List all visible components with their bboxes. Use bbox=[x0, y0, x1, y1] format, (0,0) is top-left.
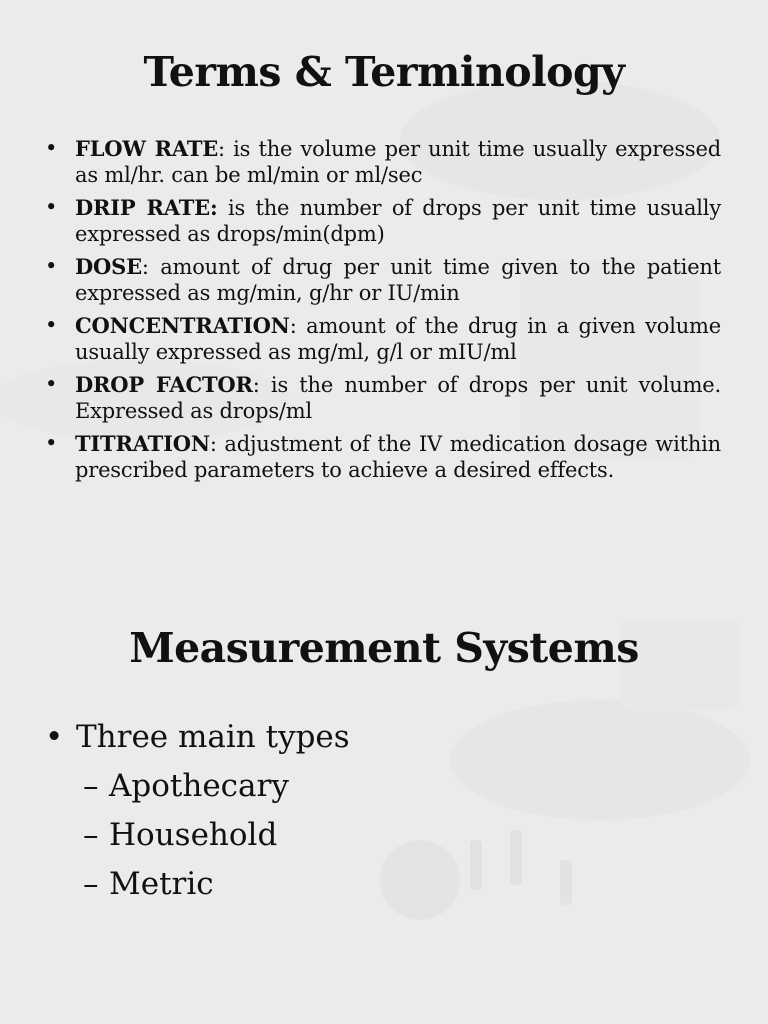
measurement-slide bbox=[0, 560, 768, 1024]
term-name: FLOW RATE bbox=[75, 136, 219, 161]
term-definition: : amount of drug per unit time given to the patient expressed as mg/min, g/hr or IU/min bbox=[75, 255, 721, 305]
sub-list-item bbox=[83, 762, 350, 811]
list-item bbox=[45, 254, 721, 306]
dash-icon: – bbox=[83, 866, 99, 902]
type-label: Household bbox=[109, 817, 278, 853]
term-definition: : adjustment of the IV medication dosage within prescribed parameters to achieve a desired effects. bbox=[75, 432, 721, 482]
list-item bbox=[45, 372, 721, 424]
bullet-icon: • bbox=[45, 719, 64, 755]
list-item bbox=[45, 313, 721, 365]
term-name: TITRATION bbox=[75, 431, 210, 456]
type-label: Apothecary bbox=[109, 768, 289, 804]
term-definition: : is the number of drops per unit volume. Expressed as drops/ml bbox=[75, 373, 721, 423]
term-definition: : amount of the drug in a given volume usually expressed as mg/ml, g/l or mIU/ml bbox=[75, 314, 721, 364]
sub-list-item bbox=[83, 860, 350, 909]
list-item bbox=[45, 136, 721, 188]
term-definition: is the number of drops per unit time usually expressed as drops/min(dpm) bbox=[75, 196, 721, 246]
list-item bbox=[45, 195, 721, 247]
slide-title: Terms & Terminology bbox=[143, 48, 625, 96]
bullet-icon: • bbox=[45, 195, 58, 219]
bullet-icon: • bbox=[45, 313, 58, 337]
bullet-icon: • bbox=[45, 136, 58, 160]
slide-title: Measurement Systems bbox=[129, 624, 639, 672]
terms-list bbox=[45, 136, 721, 490]
term-name: CONCENTRATION bbox=[75, 313, 290, 338]
sub-list-item bbox=[83, 811, 350, 860]
list-item bbox=[45, 431, 721, 483]
types-sublist bbox=[45, 762, 350, 909]
dash-icon: – bbox=[83, 817, 99, 853]
type-label: Metric bbox=[109, 866, 214, 902]
term-name: DOSE bbox=[75, 254, 142, 279]
bullet-icon: • bbox=[45, 254, 58, 278]
term-name: DROP FACTOR bbox=[75, 372, 253, 397]
main-point: Three main types bbox=[76, 719, 350, 755]
bullet-icon: • bbox=[45, 372, 58, 396]
measurement-list bbox=[45, 712, 350, 909]
list-item bbox=[45, 712, 350, 762]
bullet-icon: • bbox=[45, 431, 58, 455]
dash-icon: – bbox=[83, 768, 99, 804]
term-name: DRIP RATE: bbox=[75, 195, 218, 220]
term-definition: : is the volume per unit time usually expressed as ml/hr. can be ml/min or ml/sec bbox=[75, 137, 721, 187]
